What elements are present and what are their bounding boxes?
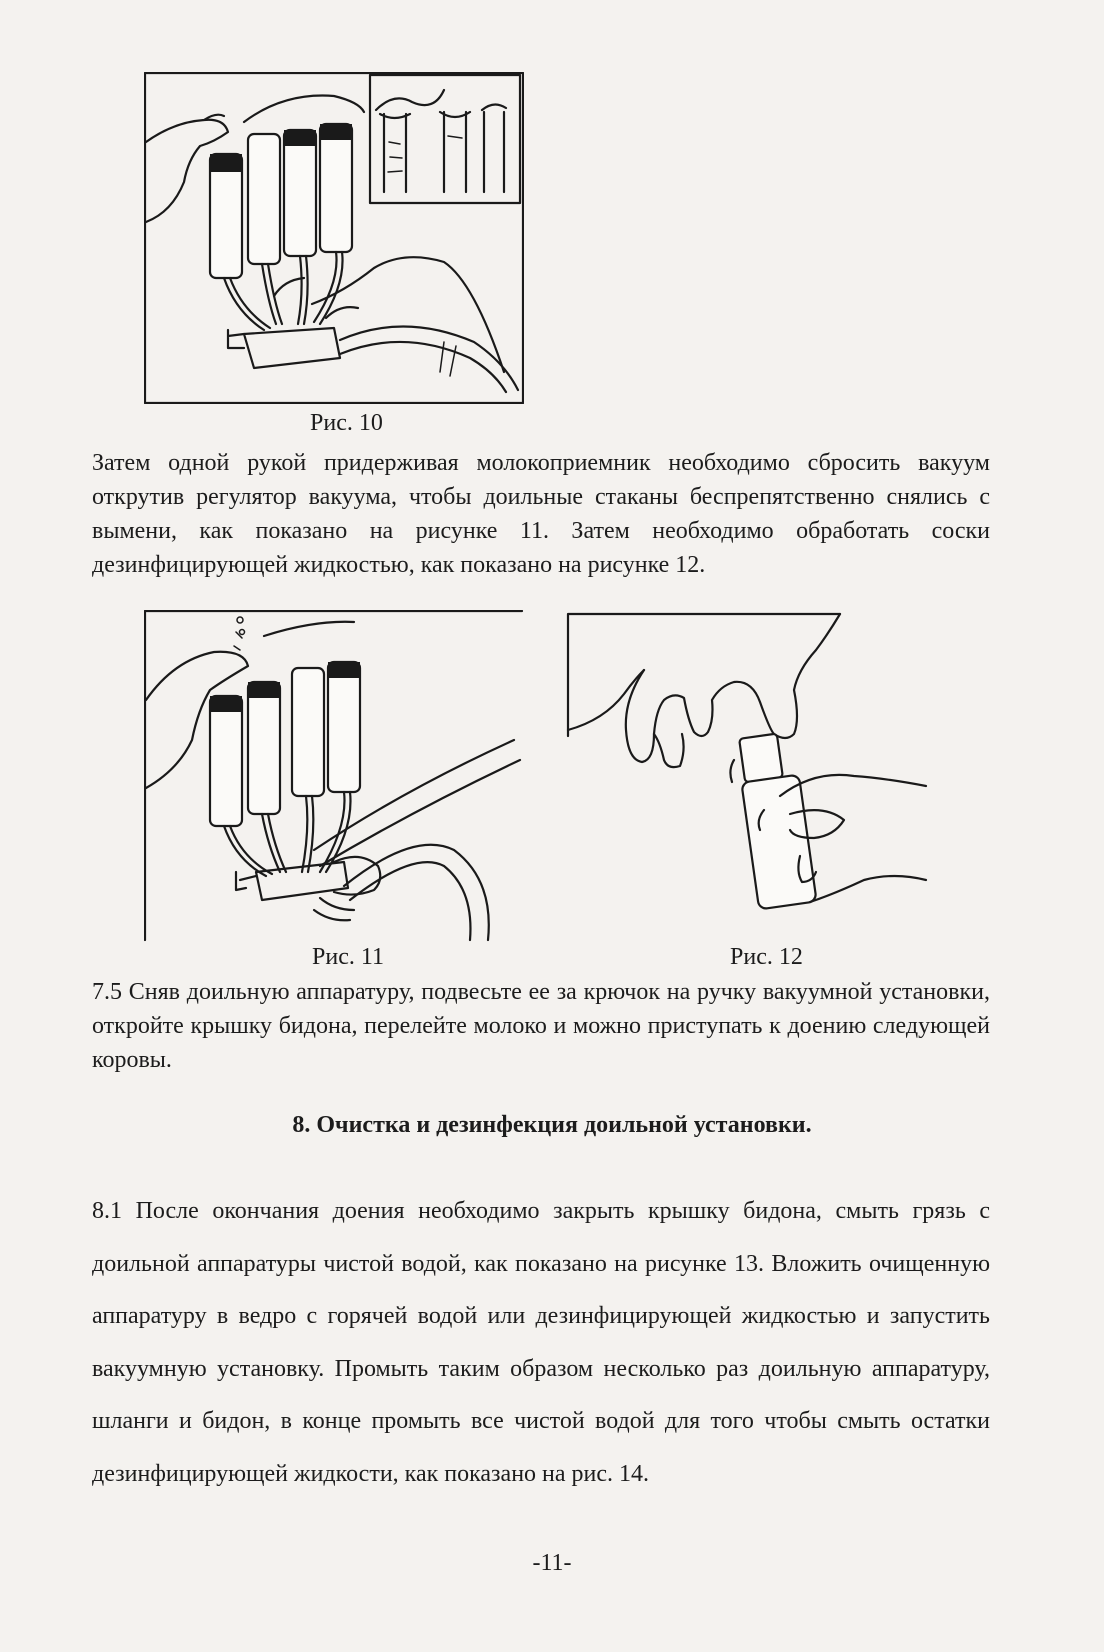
page-number: -11- [532,1550,572,1576]
figure-11 [144,610,524,942]
figure-12 [564,610,944,930]
section-heading: 8. Очистка и дезинфекция доильной установки. [292,1112,812,1138]
figure-10 [144,72,524,404]
figure-12-caption: Рис. 12 [730,944,803,970]
figure-11-caption: Рис. 11 [312,944,384,970]
paragraph-3: 8.1 После окончания доения необходимо закрыть крышку бидона, смыть грязь с доильной аппаратуры чистой водой, как показано на рисунке 13. Вложить очищенную аппаратуру в ведро с горячей водой или дезинфицирующей жидкостью и запустить вакуумную установку. Промыть таким образом несколько раз доильную аппаратуру, шланги и бидон, в конце промыть все чистой водой для того чтобы смыть остатки дезинфицирующей жидкости, как показано на рис. 14. [92,1198,990,1487]
paragraph-1: Затем одной рукой придерживая молокоприемник необходимо сбросить вакуум открутив регулятор вакуума, чтобы доильные стаканы беспрепятственно снялись с вымени, как показано на рисунке 11. Затем необходимо обработать соски дезинфицирующей жидкостью, как показано на рисунке 12. [92,450,990,578]
milking-cups-removal-illustration [144,610,524,942]
milking-cups-on-udder-illustration [144,72,524,404]
paragraph-2: 7.5 Сняв доильную аппаратуру, подвесьте ее за крючок на ручку вакуумной установки, откройте крышку бидона, перелейте молоко и можно приступать к доению следующей коровы. [92,979,990,1073]
figure-10-caption: Рис. 10 [310,410,383,436]
teat-disinfection-illustration [564,610,944,930]
